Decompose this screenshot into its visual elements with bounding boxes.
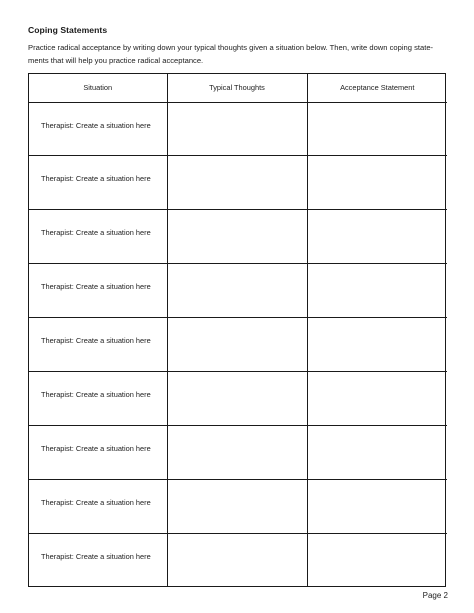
table-row (29, 210, 447, 264)
typical-thoughts-cell[interactable] (167, 102, 307, 156)
situation-cell: Therapist: Create a situation here (29, 479, 167, 533)
situation-cell: Therapist: Create a situation here (29, 318, 167, 372)
table-row (29, 479, 447, 533)
acceptance-statement-cell[interactable] (307, 425, 447, 479)
situation-cell: Therapist: Create a situation here (29, 156, 167, 210)
situation-cell: Therapist: Create a situation here (29, 371, 167, 425)
situation-cell: Therapist: Create a situation here (29, 102, 167, 156)
typical-thoughts-cell[interactable] (167, 533, 307, 586)
situation-cell: Therapist: Create a situation here (29, 210, 167, 264)
instructions-text (28, 41, 448, 67)
worksheet-grid (29, 74, 447, 586)
table-row (29, 533, 447, 586)
situation-cell: Therapist: Create a situation here (29, 425, 167, 479)
typical-thoughts-cell[interactable] (167, 210, 307, 264)
situation-cell: Therapist: Create a situation here (29, 264, 167, 318)
page-title: Coping Statements (28, 25, 108, 35)
acceptance-statement-cell[interactable] (307, 479, 447, 533)
instructions-line-2: ments that will help you practice radical acceptance. (28, 56, 204, 65)
acceptance-statement-cell[interactable] (307, 533, 447, 586)
typical-thoughts-cell[interactable] (167, 479, 307, 533)
table-row (29, 102, 447, 156)
coping-statements-table (28, 73, 446, 587)
typical-thoughts-cell[interactable] (167, 156, 307, 210)
table-header-row (29, 74, 447, 102)
acceptance-statement-cell[interactable] (307, 156, 447, 210)
acceptance-statement-cell[interactable] (307, 264, 447, 318)
page-number: Page 2 (422, 591, 448, 600)
column-header-typical-thoughts: Typical Thoughts (167, 74, 307, 102)
instructions-line-1: Practice radical acceptance by writing down your typical thoughts given a situation below. Then, write down coping state- (28, 43, 434, 52)
column-header-acceptance-statement: Acceptance Statement (307, 74, 447, 102)
typical-thoughts-cell[interactable] (167, 264, 307, 318)
acceptance-statement-cell[interactable] (307, 210, 447, 264)
table-row (29, 264, 447, 318)
table-row (29, 371, 447, 425)
typical-thoughts-cell[interactable] (167, 371, 307, 425)
typical-thoughts-cell[interactable] (167, 318, 307, 372)
situation-cell: Therapist: Create a situation here (29, 533, 167, 586)
table-row (29, 318, 447, 372)
table-row (29, 156, 447, 210)
acceptance-statement-cell[interactable] (307, 371, 447, 425)
typical-thoughts-cell[interactable] (167, 425, 307, 479)
table-row (29, 425, 447, 479)
column-header-situation: Situation (29, 74, 167, 102)
acceptance-statement-cell[interactable] (307, 102, 447, 156)
acceptance-statement-cell[interactable] (307, 318, 447, 372)
